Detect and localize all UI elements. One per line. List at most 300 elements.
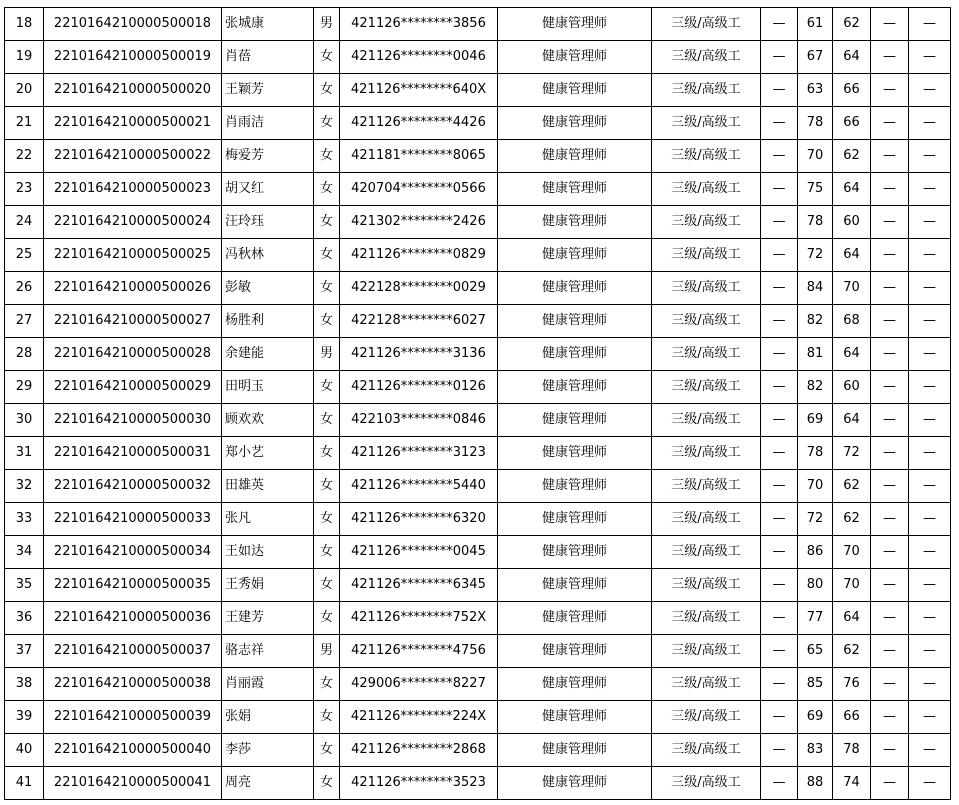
occupation-cell: 健康管理师 (498, 173, 652, 206)
name-cell: 顾欢欢 (222, 404, 314, 437)
level-cell: 三级/高级工 (652, 107, 761, 140)
id-card-cell: 421126********6345 (340, 569, 498, 602)
skill-score-cell: 70 (833, 569, 871, 602)
blank-cell: — (909, 140, 951, 173)
skill-score-cell: 64 (833, 41, 871, 74)
level-cell: 三级/高级工 (652, 41, 761, 74)
sequence-number-cell: 20 (5, 74, 44, 107)
gender-cell: 女 (314, 734, 340, 767)
theory-score-cell: 75 (798, 173, 833, 206)
exam-id-cell: 2210164210000500036 (44, 602, 222, 635)
gender-cell: 女 (314, 173, 340, 206)
gender-cell: 女 (314, 371, 340, 404)
blank-cell: — (871, 74, 909, 107)
gender-cell: 女 (314, 503, 340, 536)
skill-score-cell: 64 (833, 404, 871, 437)
occupation-cell: 健康管理师 (498, 140, 652, 173)
level-cell: 三级/高级工 (652, 635, 761, 668)
level-cell: 三级/高级工 (652, 767, 761, 800)
blank-cell: — (909, 767, 951, 800)
exam-id-cell: 2210164210000500030 (44, 404, 222, 437)
exam-id-cell: 2210164210000500018 (44, 8, 222, 41)
id-card-cell: 421126********3523 (340, 767, 498, 800)
id-card-cell: 421126********5440 (340, 470, 498, 503)
level-cell: 三级/高级工 (652, 239, 761, 272)
skill-score-cell: 78 (833, 734, 871, 767)
skill-score-cell: 62 (833, 503, 871, 536)
sequence-number-cell: 35 (5, 569, 44, 602)
gender-cell: 男 (314, 338, 340, 371)
level-cell: 三级/高级工 (652, 371, 761, 404)
level-cell: 三级/高级工 (652, 404, 761, 437)
id-card-cell: 421126********0126 (340, 371, 498, 404)
level-cell: 三级/高级工 (652, 470, 761, 503)
id-card-cell: 421126********0045 (340, 536, 498, 569)
blank-cell: — (761, 437, 798, 470)
theory-score-cell: 84 (798, 272, 833, 305)
blank-cell: — (909, 536, 951, 569)
id-card-cell: 421181********8065 (340, 140, 498, 173)
gender-cell: 男 (314, 635, 340, 668)
name-cell: 冯秋林 (222, 239, 314, 272)
table-row (5, 239, 951, 272)
level-cell: 三级/高级工 (652, 338, 761, 371)
gender-cell: 女 (314, 107, 340, 140)
occupation-cell: 健康管理师 (498, 767, 652, 800)
sequence-number-cell: 32 (5, 470, 44, 503)
exam-id-cell: 2210164210000500019 (44, 41, 222, 74)
skill-score-cell: 62 (833, 635, 871, 668)
sequence-number-cell: 25 (5, 239, 44, 272)
blank-cell: — (761, 371, 798, 404)
table-row (5, 107, 951, 140)
skill-score-cell: 66 (833, 107, 871, 140)
level-cell: 三级/高级工 (652, 173, 761, 206)
exam-id-cell: 2210164210000500035 (44, 569, 222, 602)
exam-id-cell: 2210164210000500024 (44, 206, 222, 239)
sequence-number-cell: 36 (5, 602, 44, 635)
theory-score-cell: 69 (798, 701, 833, 734)
blank-cell: — (871, 404, 909, 437)
blank-cell: — (871, 272, 909, 305)
blank-cell: — (909, 173, 951, 206)
gender-cell: 女 (314, 41, 340, 74)
id-card-cell: 421126********640X (340, 74, 498, 107)
theory-score-cell: 81 (798, 338, 833, 371)
skill-score-cell: 64 (833, 338, 871, 371)
sequence-number-cell: 34 (5, 536, 44, 569)
gender-cell: 女 (314, 602, 340, 635)
blank-cell: — (909, 371, 951, 404)
blank-cell: — (871, 41, 909, 74)
name-cell: 肖雨洁 (222, 107, 314, 140)
exam-id-cell: 2210164210000500033 (44, 503, 222, 536)
table-row (5, 701, 951, 734)
blank-cell: — (909, 107, 951, 140)
theory-score-cell: 78 (798, 437, 833, 470)
name-cell: 王秀娟 (222, 569, 314, 602)
blank-cell: — (871, 701, 909, 734)
blank-cell: — (909, 305, 951, 338)
id-card-cell: 422103********0846 (340, 404, 498, 437)
occupation-cell: 健康管理师 (498, 536, 652, 569)
id-card-cell: 421126********3856 (340, 8, 498, 41)
blank-cell: — (871, 470, 909, 503)
sequence-number-cell: 23 (5, 173, 44, 206)
exam-id-cell: 2210164210000500027 (44, 305, 222, 338)
table-row (5, 74, 951, 107)
name-cell: 骆志祥 (222, 635, 314, 668)
name-cell: 梅爱芳 (222, 140, 314, 173)
results-table (4, 7, 951, 800)
occupation-cell: 健康管理师 (498, 668, 652, 701)
id-card-cell: 421126********2868 (340, 734, 498, 767)
id-card-cell: 421126********4756 (340, 635, 498, 668)
exam-id-cell: 2210164210000500025 (44, 239, 222, 272)
table-row (5, 272, 951, 305)
blank-cell: — (761, 734, 798, 767)
exam-id-cell: 2210164210000500028 (44, 338, 222, 371)
occupation-cell: 健康管理师 (498, 74, 652, 107)
sequence-number-cell: 28 (5, 338, 44, 371)
theory-score-cell: 72 (798, 503, 833, 536)
level-cell: 三级/高级工 (652, 503, 761, 536)
occupation-cell: 健康管理师 (498, 569, 652, 602)
table-body (5, 8, 951, 800)
theory-score-cell: 63 (798, 74, 833, 107)
sequence-number-cell: 21 (5, 107, 44, 140)
gender-cell: 女 (314, 536, 340, 569)
theory-score-cell: 70 (798, 140, 833, 173)
blank-cell: — (909, 239, 951, 272)
gender-cell: 女 (314, 701, 340, 734)
blank-cell: — (871, 371, 909, 404)
table-row (5, 734, 951, 767)
blank-cell: — (761, 272, 798, 305)
table-row (5, 668, 951, 701)
name-cell: 田明玉 (222, 371, 314, 404)
id-card-cell: 421126********4426 (340, 107, 498, 140)
sequence-number-cell: 29 (5, 371, 44, 404)
level-cell: 三级/高级工 (652, 272, 761, 305)
name-cell: 王建芳 (222, 602, 314, 635)
name-cell: 胡又红 (222, 173, 314, 206)
sequence-number-cell: 27 (5, 305, 44, 338)
blank-cell: — (909, 74, 951, 107)
theory-score-cell: 86 (798, 536, 833, 569)
blank-cell: — (761, 140, 798, 173)
exam-id-cell: 2210164210000500034 (44, 536, 222, 569)
blank-cell: — (909, 206, 951, 239)
blank-cell: — (909, 602, 951, 635)
skill-score-cell: 60 (833, 371, 871, 404)
occupation-cell: 健康管理师 (498, 404, 652, 437)
name-cell: 张城康 (222, 8, 314, 41)
name-cell: 周亮 (222, 767, 314, 800)
theory-score-cell: 78 (798, 107, 833, 140)
occupation-cell: 健康管理师 (498, 371, 652, 404)
exam-id-cell: 2210164210000500020 (44, 74, 222, 107)
occupation-cell: 健康管理师 (498, 206, 652, 239)
gender-cell: 女 (314, 470, 340, 503)
name-cell: 杨胜利 (222, 305, 314, 338)
level-cell: 三级/高级工 (652, 74, 761, 107)
blank-cell: — (871, 668, 909, 701)
blank-cell: — (871, 767, 909, 800)
skill-score-cell: 74 (833, 767, 871, 800)
id-card-cell: 421126********3123 (340, 437, 498, 470)
name-cell: 汪玲珏 (222, 206, 314, 239)
table-row (5, 8, 951, 41)
id-card-cell: 420704********0566 (340, 173, 498, 206)
level-cell: 三级/高级工 (652, 536, 761, 569)
blank-cell: — (761, 635, 798, 668)
occupation-cell: 健康管理师 (498, 272, 652, 305)
skill-score-cell: 66 (833, 701, 871, 734)
exam-id-cell: 2210164210000500041 (44, 767, 222, 800)
theory-score-cell: 78 (798, 206, 833, 239)
gender-cell: 女 (314, 272, 340, 305)
theory-score-cell: 77 (798, 602, 833, 635)
gender-cell: 女 (314, 668, 340, 701)
exam-id-cell: 2210164210000500037 (44, 635, 222, 668)
blank-cell: — (761, 305, 798, 338)
blank-cell: — (761, 41, 798, 74)
level-cell: 三级/高级工 (652, 140, 761, 173)
blank-cell: — (909, 404, 951, 437)
sequence-number-cell: 19 (5, 41, 44, 74)
blank-cell: — (871, 602, 909, 635)
theory-score-cell: 72 (798, 239, 833, 272)
blank-cell: — (909, 668, 951, 701)
name-cell: 王如达 (222, 536, 314, 569)
blank-cell: — (871, 239, 909, 272)
occupation-cell: 健康管理师 (498, 239, 652, 272)
sequence-number-cell: 40 (5, 734, 44, 767)
skill-score-cell: 66 (833, 74, 871, 107)
gender-cell: 女 (314, 767, 340, 800)
sequence-number-cell: 38 (5, 668, 44, 701)
table-row (5, 41, 951, 74)
name-cell: 王颖芳 (222, 74, 314, 107)
name-cell: 张娟 (222, 701, 314, 734)
blank-cell: — (761, 668, 798, 701)
occupation-cell: 健康管理师 (498, 41, 652, 74)
occupation-cell: 健康管理师 (498, 107, 652, 140)
skill-score-cell: 64 (833, 173, 871, 206)
exam-id-cell: 2210164210000500026 (44, 272, 222, 305)
blank-cell: — (761, 338, 798, 371)
table-row (5, 602, 951, 635)
gender-cell: 女 (314, 206, 340, 239)
occupation-cell: 健康管理师 (498, 503, 652, 536)
table-row (5, 470, 951, 503)
theory-score-cell: 67 (798, 41, 833, 74)
theory-score-cell: 80 (798, 569, 833, 602)
level-cell: 三级/高级工 (652, 734, 761, 767)
sequence-number-cell: 37 (5, 635, 44, 668)
table-row (5, 503, 951, 536)
sequence-number-cell: 39 (5, 701, 44, 734)
blank-cell: — (761, 569, 798, 602)
skill-score-cell: 70 (833, 536, 871, 569)
id-card-cell: 421126********752X (340, 602, 498, 635)
blank-cell: — (909, 8, 951, 41)
exam-id-cell: 2210164210000500040 (44, 734, 222, 767)
blank-cell: — (909, 701, 951, 734)
name-cell: 李莎 (222, 734, 314, 767)
table-row (5, 140, 951, 173)
blank-cell: — (761, 107, 798, 140)
blank-cell: — (871, 635, 909, 668)
sequence-number-cell: 41 (5, 767, 44, 800)
theory-score-cell: 82 (798, 305, 833, 338)
gender-cell: 女 (314, 404, 340, 437)
blank-cell: — (909, 635, 951, 668)
gender-cell: 男 (314, 8, 340, 41)
id-card-cell: 422128********0029 (340, 272, 498, 305)
table-row (5, 206, 951, 239)
blank-cell: — (761, 470, 798, 503)
blank-cell: — (909, 41, 951, 74)
skill-score-cell: 60 (833, 206, 871, 239)
gender-cell: 女 (314, 140, 340, 173)
level-cell: 三级/高级工 (652, 206, 761, 239)
blank-cell: — (761, 8, 798, 41)
blank-cell: — (871, 206, 909, 239)
name-cell: 田雄英 (222, 470, 314, 503)
id-card-cell: 421126********0829 (340, 239, 498, 272)
blank-cell: — (871, 107, 909, 140)
theory-score-cell: 82 (798, 371, 833, 404)
skill-score-cell: 62 (833, 470, 871, 503)
gender-cell: 女 (314, 74, 340, 107)
blank-cell: — (909, 734, 951, 767)
level-cell: 三级/高级工 (652, 437, 761, 470)
theory-score-cell: 70 (798, 470, 833, 503)
occupation-cell: 健康管理师 (498, 734, 652, 767)
blank-cell: — (909, 470, 951, 503)
exam-id-cell: 2210164210000500022 (44, 140, 222, 173)
blank-cell: — (761, 503, 798, 536)
level-cell: 三级/高级工 (652, 569, 761, 602)
gender-cell: 女 (314, 569, 340, 602)
blank-cell: — (761, 173, 798, 206)
theory-score-cell: 61 (798, 8, 833, 41)
theory-score-cell: 85 (798, 668, 833, 701)
table-row (5, 371, 951, 404)
skill-score-cell: 76 (833, 668, 871, 701)
occupation-cell: 健康管理师 (498, 338, 652, 371)
level-cell: 三级/高级工 (652, 701, 761, 734)
sequence-number-cell: 31 (5, 437, 44, 470)
sequence-number-cell: 30 (5, 404, 44, 437)
id-card-cell: 429006********8227 (340, 668, 498, 701)
skill-score-cell: 70 (833, 272, 871, 305)
table-row (5, 173, 951, 206)
theory-score-cell: 88 (798, 767, 833, 800)
sequence-number-cell: 22 (5, 140, 44, 173)
blank-cell: — (871, 569, 909, 602)
level-cell: 三级/高级工 (652, 305, 761, 338)
skill-score-cell: 64 (833, 239, 871, 272)
blank-cell: — (909, 272, 951, 305)
blank-cell: — (871, 305, 909, 338)
name-cell: 张凡 (222, 503, 314, 536)
occupation-cell: 健康管理师 (498, 701, 652, 734)
occupation-cell: 健康管理师 (498, 635, 652, 668)
id-card-cell: 421126********6320 (340, 503, 498, 536)
table-row (5, 404, 951, 437)
blank-cell: — (761, 404, 798, 437)
exam-id-cell: 2210164210000500032 (44, 470, 222, 503)
exam-id-cell: 2210164210000500039 (44, 701, 222, 734)
table-row (5, 305, 951, 338)
occupation-cell: 健康管理师 (498, 305, 652, 338)
id-card-cell: 421126********0046 (340, 41, 498, 74)
table-row (5, 767, 951, 800)
blank-cell: — (871, 140, 909, 173)
blank-cell: — (871, 437, 909, 470)
blank-cell: — (871, 734, 909, 767)
level-cell: 三级/高级工 (652, 602, 761, 635)
occupation-cell: 健康管理师 (498, 8, 652, 41)
id-card-cell: 421126********224X (340, 701, 498, 734)
blank-cell: — (761, 74, 798, 107)
blank-cell: — (871, 503, 909, 536)
name-cell: 郑小艺 (222, 437, 314, 470)
level-cell: 三级/高级工 (652, 668, 761, 701)
exam-id-cell: 2210164210000500029 (44, 371, 222, 404)
blank-cell: — (871, 536, 909, 569)
table-row (5, 536, 951, 569)
blank-cell: — (761, 701, 798, 734)
theory-score-cell: 83 (798, 734, 833, 767)
name-cell: 肖丽霞 (222, 668, 314, 701)
blank-cell: — (909, 503, 951, 536)
blank-cell: — (909, 569, 951, 602)
exam-id-cell: 2210164210000500038 (44, 668, 222, 701)
blank-cell: — (761, 767, 798, 800)
blank-cell: — (761, 239, 798, 272)
name-cell: 彭敏 (222, 272, 314, 305)
name-cell: 余建能 (222, 338, 314, 371)
skill-score-cell: 72 (833, 437, 871, 470)
skill-score-cell: 64 (833, 602, 871, 635)
theory-score-cell: 65 (798, 635, 833, 668)
gender-cell: 女 (314, 239, 340, 272)
table-row (5, 338, 951, 371)
table-row (5, 635, 951, 668)
id-card-cell: 421302********2426 (340, 206, 498, 239)
skill-score-cell: 62 (833, 8, 871, 41)
occupation-cell: 健康管理师 (498, 470, 652, 503)
sequence-number-cell: 33 (5, 503, 44, 536)
sequence-number-cell: 26 (5, 272, 44, 305)
blank-cell: — (761, 602, 798, 635)
id-card-cell: 422128********6027 (340, 305, 498, 338)
blank-cell: — (871, 8, 909, 41)
sequence-number-cell: 24 (5, 206, 44, 239)
skill-score-cell: 68 (833, 305, 871, 338)
blank-cell: — (761, 206, 798, 239)
blank-cell: — (909, 437, 951, 470)
blank-cell: — (871, 173, 909, 206)
table-row (5, 569, 951, 602)
gender-cell: 女 (314, 305, 340, 338)
blank-cell: — (909, 338, 951, 371)
name-cell: 肖蓓 (222, 41, 314, 74)
